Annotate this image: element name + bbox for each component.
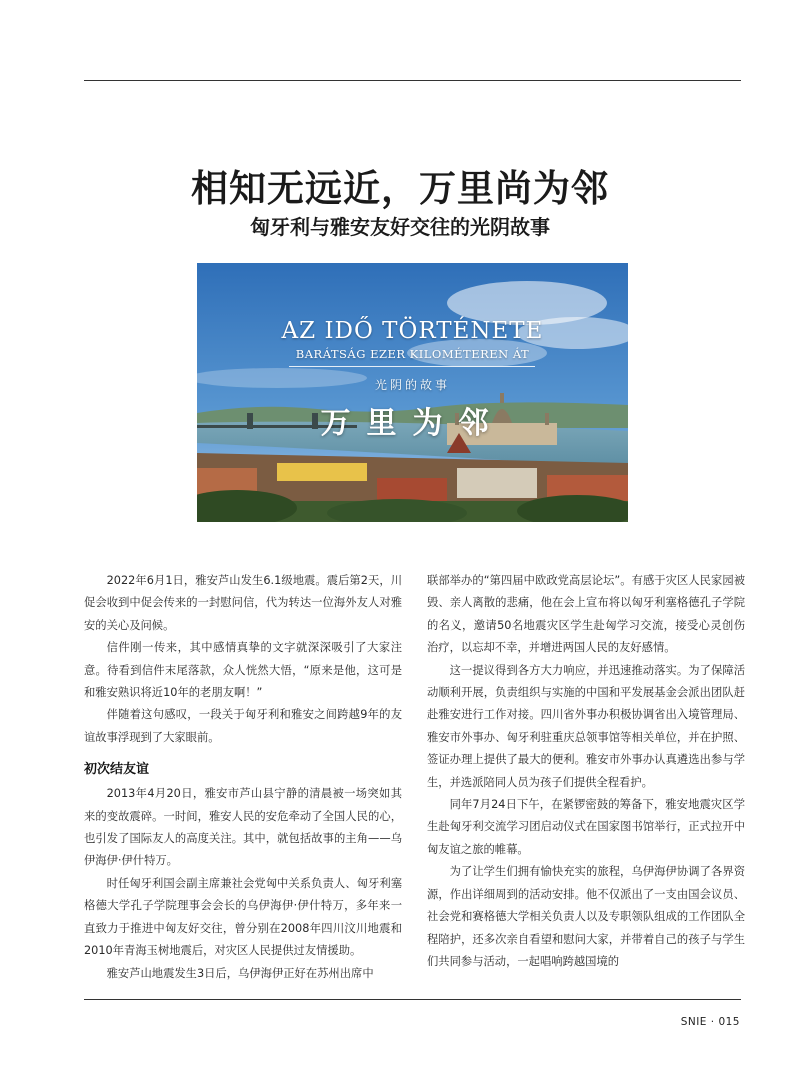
photo-overlay-title: AZ IDŐ TÖRTÉNETE <box>281 318 544 344</box>
paragraph: 联部举办的“第四届中欧政党高层论坛”。有感于灾区人民家园被毁、亲人离散的悲痛，他在会上宣布将以匈牙利塞格德孔子学院的名义，邀请50名地震灾区学生赴匈学习交流，接受心灵创伤治疗，以忘却不幸，并增进两国人民的友好感情。 <box>427 574 745 655</box>
article-title: 相知无远近，万里尚为邻 <box>191 166 609 210</box>
photo-overlay-subtitle: BARÁTSÁG EZER KILOMÉTEREN ÁT <box>295 347 530 361</box>
right-column <box>427 570 745 973</box>
paragraph: 为了让学生们拥有愉快充实的旅程，乌伊海伊协调了各界资源，作出详细周到的活动安排。他不仅派出了一支由国会议员、社会党和赛格德大学相关负责人以及专职领队组成的工作团队全程陪护，还多次亲自看望和慰问大家，并带着自己的孩子与学生们共同参与活动，一起唱响跨越国境的 <box>427 865 745 968</box>
paragraph: 这一提议得到各方大力响应，并迅速推动落实。为了保障活动顺利开展，负责组织与实施的中国和平发展基金会派出团队赶赴雅安进行工作对接。四川省外事办积极协调省出入境管理局、雅安市外事办、匈牙利驻重庆总领事馆等相关单位，并在护照、签证办理上提供了最大的便利。雅安市外事办认真遴选出参与学生，并选派陪同人员为孩子们提供全程看护。 <box>427 663 745 789</box>
paragraph: 2013年4月20日，雅安市芦山县宁静的清晨被一场突如其来的变故震碎。一时间，雅安人民的安危牵动了全国人民的心，也引发了国际友人的高度关注。其中，就包括故事的主角——乌伊海伊·伊什特万。 <box>84 787 402 868</box>
hero-photo <box>197 263 628 522</box>
photo-overlay-big-caption: 万里为邻 <box>320 406 505 441</box>
top-rule <box>84 80 741 81</box>
photo-overlay-small-caption: 光阴的故事 <box>374 378 450 392</box>
photo-overlay-divider <box>289 366 535 367</box>
left-column <box>84 570 402 985</box>
paragraph: 2022年6月1日，雅安芦山发生6.1级地震。震后第2天，川促会收到中促会传来的一封慰问信，代为转达一位海外友人对雅安的关心及问候。 <box>84 574 402 632</box>
paragraph: 信件刚一传来，其中感情真挚的文字就深深吸引了大家注意。待看到信件末尾落款，众人恍然大悟，“原来是他，这可是和雅安熟识将近10年的老朋友啊！” <box>84 641 402 700</box>
paragraph: 时任匈牙利国会副主席兼社会党匈中关系负责人、匈牙利塞格德大学孔子学院理事会会长的乌伊海伊·伊什特万，多年来一直致力于推进中匈友好交往，曾分别在2008年四川汶川地震和2010年青海玉树地震后，对灾区人民提供过友情援助。 <box>84 876 402 958</box>
section-heading: 初次结友谊 <box>84 762 150 778</box>
paragraph: 同年7月24日下午，在紧锣密鼓的筹备下，雅安地震灾区学生赴匈牙利交流学习团启动仪式在国家图书馆举行，正式拉开中匈友谊之旅的帷幕。 <box>427 798 745 856</box>
bottom-rule <box>84 999 741 1000</box>
page-footer: SNIE · 015 <box>680 1016 740 1028</box>
article-subtitle: 匈牙利与雅安友好交往的光阴故事 <box>250 215 550 239</box>
paragraph: 雅安芦山地震发生3日后，乌伊海伊正好在苏州出席中 <box>106 966 374 980</box>
paragraph: 伴随着这句感叹，一段关于匈牙利和雅安之间跨越9年的友谊故事浮现到了大家眼前。 <box>84 708 402 744</box>
